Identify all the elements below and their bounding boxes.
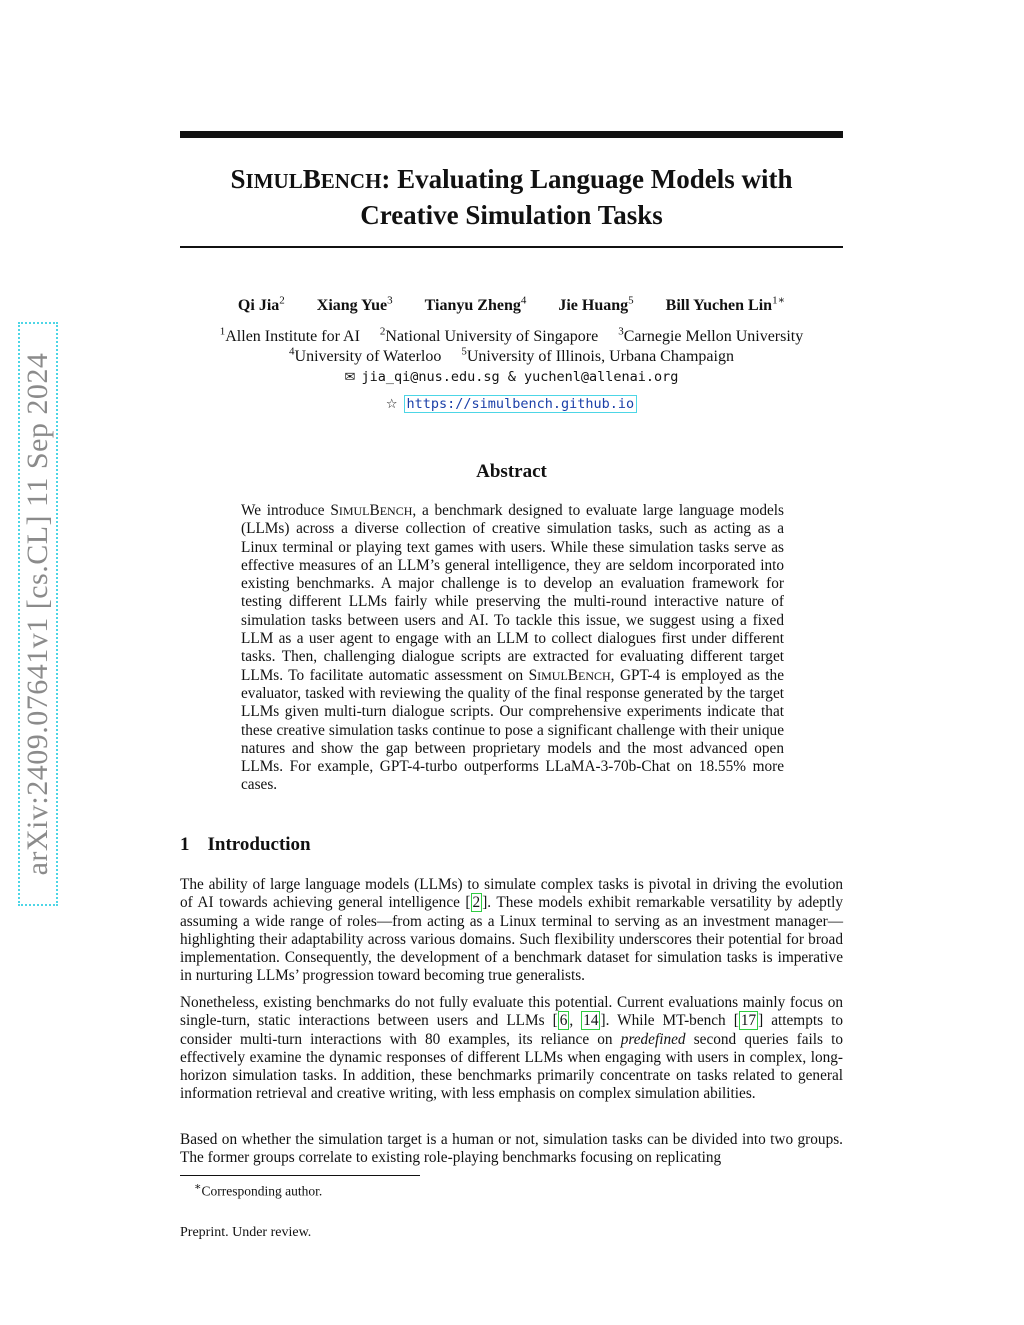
title-smallcaps: B: [302, 164, 321, 194]
affiliation: $^5$University of Illinois, Urbana Champaign: [461, 346, 734, 366]
author-list: [180, 294, 843, 315]
contact-email[interactable]: jia_qi@nus.edu.sg & yuchenl@allenai.org: [361, 369, 679, 385]
intro-paragraph-2: Nonetheless, existing benchmarks do not fully evaluate this potential. Current evaluations mainly focus on single-turn, static interactions between users and LLMs [ 6 , 14 ]. While MT-bench [ 17 ] attempts to consider multi-turn interactions with 80 examples, its reliance on predefined second queries fails to effectively examine the dynamic responses of different LLMs when engaging with users in complex, long-horizon simulation tasks. In addition, these benchmarks primarily concentrate on tasks related to general information retrieval and creative writing, with less emphasis on complex simulation abilities.: [180, 994, 843, 1103]
author: Bill Yuchen Lin$^{1∗}$: [665, 295, 786, 315]
footnote-rule: [180, 1175, 420, 1176]
citation-link[interactable]: 17: [740, 1012, 757, 1030]
author: Tianyu Zheng$^4$: [424, 295, 527, 315]
affiliation: $^4$University of Waterloo: [289, 346, 442, 366]
author: Qi Jia$^2$: [237, 295, 285, 315]
title-rule-bottom: [180, 246, 843, 248]
arxiv-identifier[interactable]: arXiv:2409.07641v1 [cs.CL] 11 Sep 2024: [21, 352, 54, 876]
author: Xiang Yue$^3$: [316, 295, 393, 315]
arxiv-side-stamp: [18, 322, 58, 906]
contact-line: [180, 369, 843, 385]
footnote: ∗Corresponding author.: [194, 1181, 323, 1199]
citation-link[interactable]: 6: [559, 1012, 568, 1030]
affiliation: $^2$National University of Singapore: [379, 326, 599, 346]
title-line2: Creative Simulation Tasks: [360, 200, 663, 230]
title-smallcaps: ENCH: [320, 169, 382, 193]
section-heading-introduction: [180, 834, 311, 856]
citation-link[interactable]: 14: [583, 1012, 599, 1030]
abstract-heading: Abstract: [476, 461, 547, 482]
project-url-link[interactable]: https://simulbench.github.io: [404, 395, 638, 413]
affiliation: $^3$Carnegie Mellon University: [618, 326, 804, 346]
affiliations-line-2: [180, 342, 843, 367]
paper-title: [180, 162, 843, 232]
preprint-footer: Preprint. Under review.: [180, 1225, 312, 1240]
section-number: 1: [180, 834, 190, 855]
title-smallcaps: IMUL: [245, 169, 303, 193]
envelope-icon: ✉: [344, 370, 356, 385]
title-rule-top: [180, 131, 843, 138]
affiliation: $^1$Allen Institute for AI: [219, 326, 360, 346]
title-smallcaps: S: [230, 164, 246, 194]
citation-link[interactable]: 2: [472, 894, 481, 912]
project-link-line: [180, 396, 843, 412]
abstract-body: We introduce SIMULBENCH, a benchmark designed to evaluate large language models (LLMs) across a diverse collection of creative simulation tasks, such as acting as a Linux terminal or playing text games with users. While these simulation tasks serve as effective measures of an LLM’s general intelligence, they are seldom incorporated into existing benchmarks. A major challenge is to develop an evaluation framework for testing different LLMs fairly while preserving the multi-round interactive nature of simulation tasks between users and AI. To tackle this issue, we suggest using a fixed LLM as a user agent to engage with an LLM to collect dialogues first under different tasks. Then, challenging dialogue scripts are extracted for evaluating different target LLMs. To facilitate automatic assessment on SIMULBENCH, GPT-4 is employed as the evaluator, tasked with reviewing the quality of the final response generated by the target LLMs given multi-turn dialogue scripts. Our comprehensive experiments indicate that these creative simulation tasks continue to pose a significant challenge with their unique natures and show the gap between proprietary models and the most advanced open LLMs. For example, GPT-4-turbo outperforms LLaMA-3-70b-Chat on 18.55% more cases.: [241, 502, 784, 794]
intro-paragraph-3: Based on whether the simulation target is a human or not, simulation tasks can be divided into two groups. The former groups correlate to existing role-playing benchmarks focusing on replicating: [180, 1131, 843, 1167]
intro-paragraph-1: The ability of large language models (LLMs) to simulate complex tasks is pivotal in driving the evolution of AI towards achieving general intelligence [ 2 ]. These models exhibit remarkable versatility by adeptly assuming a wide range of roles—from acting as a Linux terminal to serving as an investment manager—highlighting their adaptability across various domains. Such flexibility underscores their potential for broad implementation. Consequently, the development of a benchmark dataset for simulation tasks is imperative in nurturing LLMs’ progression toward becoming true generalists.: [180, 876, 843, 985]
author: Jie Huang$^5$: [558, 295, 634, 315]
title-line1: : Evaluating Language Models with: [381, 164, 793, 194]
star-icon: ☆: [385, 397, 398, 412]
section-title: Introduction: [207, 834, 311, 855]
